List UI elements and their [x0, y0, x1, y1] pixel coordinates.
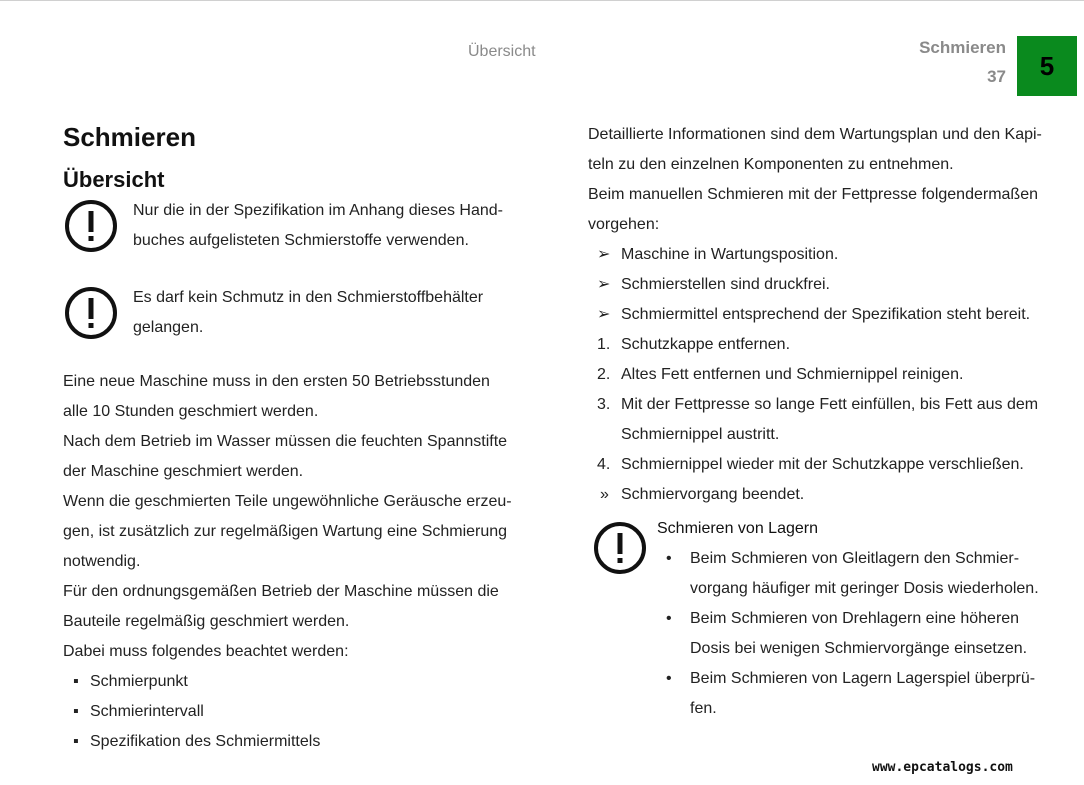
list-item [657, 664, 1039, 724]
dot-bullet-icon: • [666, 610, 672, 627]
list-item-text-continued: vorgang häufiger mit geringer Dosis wiederholen. [690, 580, 1039, 597]
warning-note-2-text [133, 283, 483, 343]
square-bullet-icon: ▪ [73, 733, 79, 750]
warning-note-1-line-2: buches aufgelisteten Schmierstoffe verwenden. [133, 232, 469, 249]
body-line: der Maschine geschmiert werden. [63, 463, 304, 480]
square-bullet-icon: ▪ [73, 703, 79, 720]
page-title: Schmieren [63, 122, 196, 152]
intro-line: Detaillierte Informationen sind dem Wartungsplan und den Kapi- [588, 126, 1042, 143]
running-header-section: Übersicht [468, 43, 536, 60]
step-item [588, 360, 1078, 390]
body-line: Wenn die geschmierten Teile ungewöhnliche Geräusche erzeu- [63, 493, 512, 510]
step-number: 1. [597, 336, 611, 353]
step-text-continued: Schmiernippel austritt. [621, 426, 780, 443]
preconditions-list [588, 240, 1078, 330]
warning-note-2-line-2: gelangen. [133, 319, 204, 336]
watermark: www.epcatalogs.com [872, 760, 1013, 775]
step-number: 4. [597, 456, 611, 473]
result-list [588, 480, 1078, 510]
step-text: Schmiernippel wieder mit der Schutzkappe verschließen. [621, 456, 1024, 473]
bearing-warning-heading: Schmieren von Lagern [657, 520, 818, 537]
warning-exclamation-icon [63, 285, 121, 343]
list-item [657, 604, 1039, 664]
list-item [63, 727, 553, 757]
body-line: alle 10 Stunden geschmiert werden. [63, 403, 319, 420]
result-marker-icon: » [600, 486, 609, 503]
list-item-text-continued: fen. [690, 700, 717, 717]
list-item [63, 667, 553, 697]
list-item-text: Beim Schmieren von Gleitlagern den Schmier- [690, 550, 1020, 567]
intro-line: teln zu den einzelnen Komponenten zu entnehmen. [588, 156, 954, 173]
arrow-bullet-icon: ➢ [597, 306, 611, 323]
precondition-text: Schmierstellen sind druckfrei. [621, 276, 830, 293]
body-line: Für den ordnungsgemäßen Betrieb der Maschine müssen die [63, 583, 499, 600]
intro-line: Beim manuellen Schmieren mit der Fettpresse folgendermaßen [588, 186, 1038, 203]
step-item [588, 450, 1078, 480]
page-number: 37 [987, 67, 1006, 86]
left-column [63, 120, 553, 757]
body-paragraphs [63, 367, 553, 667]
list-item [657, 544, 1039, 604]
considerations-list [63, 667, 553, 757]
step-text: Altes Fett entfernen und Schmiernippel reinigen. [621, 366, 964, 383]
step-text: Schutzkappe entfernen. [621, 336, 791, 353]
dot-bullet-icon: • [666, 670, 672, 687]
step-number: 2. [597, 366, 611, 383]
body-line: Nach dem Betrieb im Wasser müssen die feuchten Spannstifte [63, 433, 508, 450]
list-item [63, 697, 553, 727]
result-item [588, 480, 1078, 510]
step-text: Mit der Fettpresse so lange Fett einfüllen, bis Fett aus dem [621, 396, 1039, 413]
bearing-warning-body [657, 514, 1039, 724]
step-item [588, 330, 1078, 360]
warning-note-2 [63, 283, 553, 343]
intro-line: vorgehen: [588, 216, 660, 233]
list-item-text: Spezifikation des Schmiermittels [90, 733, 321, 750]
running-header-right [919, 38, 1006, 87]
body-line: notwendig. [63, 553, 141, 570]
precondition-item [588, 270, 1078, 300]
bearing-tips-list [657, 544, 1039, 724]
result-text: Schmiervorgang beendet. [621, 486, 805, 503]
body-line: Dabei muss folgendes beachtet werden: [63, 643, 349, 660]
step-number: 3. [597, 396, 611, 413]
body-line: gen, ist zusätzlich zur regelmäßigen Wartung eine Schmierung [63, 523, 508, 540]
body-line: Bauteile regelmäßig geschmiert werden. [63, 613, 350, 630]
warning-exclamation-icon [592, 520, 650, 578]
arrow-bullet-icon: ➢ [597, 276, 611, 293]
dot-bullet-icon: • [666, 550, 672, 567]
list-item-text: Beim Schmieren von Drehlagern eine höheren [690, 610, 1020, 627]
warning-note-1-text [133, 196, 503, 256]
warning-note-2-line-1: Es darf kein Schmutz in den Schmierstoffbehälter [133, 289, 484, 306]
bearing-warning-note [588, 514, 1078, 724]
top-rule [0, 0, 1084, 1]
list-item-text: Beim Schmieren von Lagern Lagerspiel überprü- [690, 670, 1036, 687]
body-line: Eine neue Maschine muss in den ersten 50 Betriebsstunden [63, 373, 490, 390]
right-column [588, 120, 1078, 724]
precondition-item [588, 240, 1078, 270]
section-heading: Übersicht [63, 167, 165, 192]
warning-note-1 [63, 196, 553, 256]
warning-note-1-line-1: Nur die in der Spezifikation im Anhang dieses Hand- [133, 202, 503, 219]
precondition-text: Maschine in Wartungsposition. [621, 246, 839, 263]
step-item [588, 390, 1078, 450]
list-item-text-continued: Dosis bei wenigen Schmiervorgänge einsetzen. [690, 640, 1028, 657]
running-header-chapter-title: Schmieren [919, 38, 1006, 57]
square-bullet-icon: ▪ [73, 673, 79, 690]
steps-list [588, 330, 1078, 480]
warning-exclamation-icon [63, 198, 121, 256]
precondition-text: Schmiermittel entsprechend der Spezifikation steht bereit. [621, 306, 1031, 323]
precondition-item [588, 300, 1078, 330]
chapter-number-tab: 5 [1017, 36, 1077, 96]
arrow-bullet-icon: ➢ [597, 246, 611, 263]
list-item-text: Schmierintervall [90, 703, 204, 720]
list-item-text: Schmierpunkt [90, 673, 188, 690]
